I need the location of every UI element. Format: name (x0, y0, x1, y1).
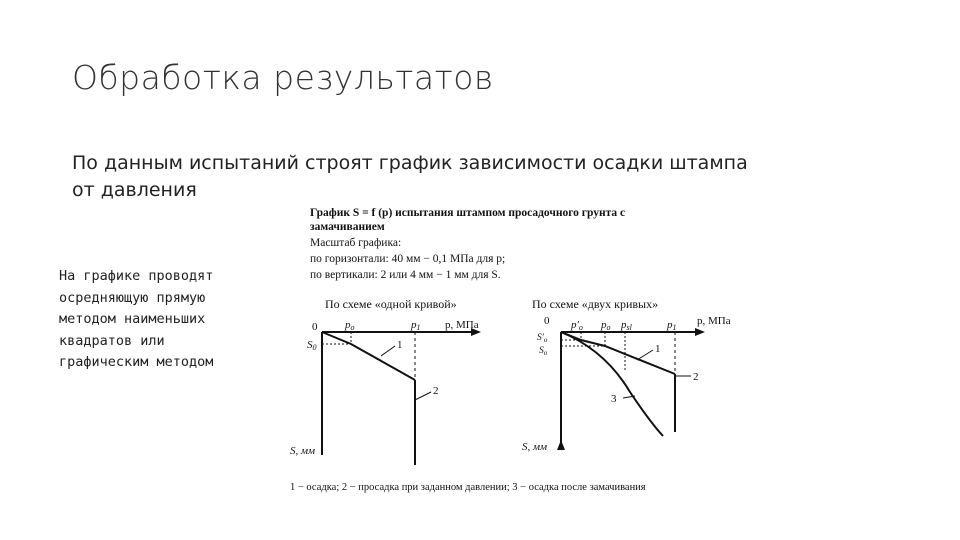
body-line-2: от давления (72, 179, 197, 201)
left-plot (290, 319, 481, 465)
right-curve-3 (561, 332, 663, 436)
right-p-prime-label: p′o (571, 319, 583, 332)
right-curve1-leader (637, 350, 653, 360)
left-curve1-label: 1 (397, 339, 403, 351)
left-curve2-leader (415, 392, 431, 400)
right-p-axis-label: p, МПа (697, 315, 731, 327)
figure-legend: 1 − осадка; 2 − просадка при заданном давлении; 3 − осадка после замачивания (290, 482, 646, 493)
settlement-graph-figure (285, 200, 765, 500)
right-po-label: po (601, 319, 611, 332)
body-line-1: По данным испытаний строят график зависимости осадки штампа (72, 152, 748, 174)
slide-title: Обработка результатов (72, 58, 494, 97)
right-curve2-label: 2 (693, 371, 699, 383)
slide-body-text (72, 150, 892, 204)
right-s0-label: $S_o$ (539, 346, 548, 357)
right-plot (522, 315, 731, 453)
right-psl-label: psl (621, 319, 632, 332)
right-s-axis-label: S, мм (522, 441, 548, 453)
right-curve1-label: 1 (655, 343, 661, 355)
right-p-axis-arrow (695, 328, 705, 336)
left-p1-label: p1 (411, 319, 421, 332)
left-zero-label: 0 (312, 321, 318, 333)
left-s0-label: S0 (307, 339, 317, 352)
left-curve1-leader (381, 346, 395, 356)
right-plot-title: По схеме «двух кривых» (532, 297, 659, 311)
right-curve3-label: 3 (611, 393, 617, 405)
settlement-graph-svg (285, 200, 765, 500)
scale-vertical: по вертикали: 2 или 4 мм − 1 мм для S. (310, 269, 501, 281)
right-s-axis-arrow (557, 440, 565, 450)
side-note: На графике проводят осредняющую прямую методом наименьших квадратов или графическим методом (59, 268, 214, 370)
figure-caption-line-1: График S = f (p) испытания штампом просадочного грунта с (310, 207, 626, 219)
left-curve2-label: 2 (433, 385, 439, 397)
right-p1-label: p1 (667, 319, 677, 332)
right-s-prime-label: $S'_o$ (537, 333, 548, 344)
left-s-axis-label: S, мм (290, 445, 316, 457)
figure-caption-line-2: замачиванием (310, 221, 385, 233)
scale-title: Масштаб графика: (310, 237, 402, 249)
left-p-axis-label: p, МПа (445, 319, 479, 331)
right-zero-label: 0 (544, 315, 550, 327)
left-po-label: po (345, 319, 355, 332)
scale-horizontal: по горизонтали: 40 мм − 0,1 МПа для p; (310, 253, 506, 265)
left-plot-title: По схеме «одной кривой» (325, 297, 457, 311)
